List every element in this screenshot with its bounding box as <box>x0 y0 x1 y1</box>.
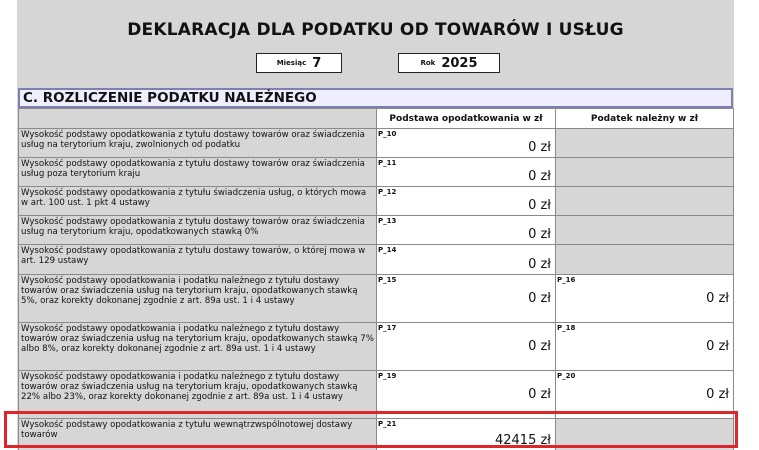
field-code: P_20 <box>557 372 576 380</box>
section-heading: C. ROZLICZENIE PODATKU NALEŻNEGO <box>18 88 733 108</box>
base-field-p12[interactable] <box>376 186 555 215</box>
month-value: 7 <box>312 55 322 71</box>
column-header-tax: Podatek należny w zł <box>555 108 734 128</box>
tax-empty <box>555 186 734 215</box>
field-code: P_18 <box>557 324 576 332</box>
table-row <box>18 128 734 157</box>
field-code: P_21 <box>378 420 397 428</box>
tax-empty <box>555 128 734 157</box>
field-code: P_13 <box>378 217 397 225</box>
header-blank <box>18 108 376 128</box>
field-code: P_15 <box>378 276 397 284</box>
table-header <box>18 108 734 128</box>
row-description: Wysokość podstawy opodatkowania z tytułu świadczenia usług, o których mowa w art. 100 ust. 1 pkt 4 ustawy <box>18 186 376 215</box>
field-code: P_17 <box>378 324 397 332</box>
field-amount: 0 zł <box>706 339 729 354</box>
row-description: Wysokość podstawy opodatkowania z tytułu dostawy towarów, o której mowa w art. 129 ustawy <box>18 244 376 274</box>
row-description: Wysokość podstawy opodatkowania i podatku należnego z tytułu dostawy towarów oraz świadczenia usług na terytorium kraju, opodatkowanych stawką 5%, oraz korekty dokonanej zgodnie z art. 89a ust. 1 i 4 ustawy <box>18 274 376 322</box>
tax-empty <box>555 244 734 274</box>
table-row <box>18 186 734 215</box>
field-amount: 0 zł <box>528 387 551 402</box>
field-amount: 0 zł <box>528 198 551 213</box>
table-row <box>18 215 734 244</box>
field-code: P_14 <box>378 246 397 254</box>
field-amount: 0 zł <box>528 169 551 184</box>
base-field-p17[interactable] <box>376 322 555 370</box>
table-row <box>18 244 734 274</box>
tax-field-p16[interactable] <box>555 274 734 322</box>
column-header-base: Podstawa opodatkowania w zł <box>376 108 555 128</box>
highlight-frame <box>4 411 738 448</box>
table-row <box>18 157 734 186</box>
field-code: P_12 <box>378 188 397 196</box>
base-field-p15[interactable] <box>376 274 555 322</box>
year-label: Rok <box>420 59 436 67</box>
tax-empty <box>555 215 734 244</box>
row-description: Wysokość podstawy opodatkowania i podatku należnego z tytułu dostawy towarów oraz świadczenia usług na terytorium kraju, opodatkowanych stawką 7% albo 8%, oraz korekty dokonanej zgodnie z art. 89a ust. 1 i 4 ustawy <box>18 322 376 370</box>
month-label: Miesiąc <box>276 59 307 67</box>
field-amount: 0 zł <box>528 339 551 354</box>
row-description: Wysokość podstawy opodatkowania z tytułu dostawy towarów oraz świadczenia usług na terytorium kraju, opodatkowanych stawką 0% <box>18 215 376 244</box>
field-amount: 0 zł <box>528 140 551 155</box>
base-field-p14[interactable] <box>376 244 555 274</box>
base-field-p10[interactable] <box>376 128 555 157</box>
field-amount: 0 zł <box>528 227 551 242</box>
year-field[interactable] <box>398 53 500 73</box>
form-title: DEKLARACJA DLA PODATKU OD TOWARÓW I USŁUG <box>127 20 624 40</box>
row-description: Wysokość podstawy opodatkowania z tytułu dostawy towarów oraz świadczenia usług poza terytorium kraju <box>18 157 376 186</box>
row-description: Wysokość podstawy opodatkowania i podatku należnego z tytułu dostawy towarów oraz świadczenia usług na terytorium kraju, opodatkowanych stawką 22% albo 23%, oraz korekty dokonanej zgodnie z art. 89a ust. 1 i 4 ustawy <box>18 370 376 418</box>
field-amount: 42415 zł <box>494 433 551 448</box>
month-field[interactable] <box>256 53 342 73</box>
base-field-p13[interactable] <box>376 215 555 244</box>
field-code: P_10 <box>378 130 397 138</box>
field-code: P_11 <box>378 159 397 167</box>
tax-field-p18[interactable] <box>555 322 734 370</box>
field-amount: 0 zł <box>706 387 729 402</box>
tax-empty <box>555 157 734 186</box>
field-code: P_19 <box>378 372 397 380</box>
year-value: 2025 <box>441 55 478 71</box>
field-amount: 0 zł <box>706 291 729 306</box>
field-code: P_16 <box>557 276 576 284</box>
table-row <box>18 274 734 322</box>
row-description: Wysokość podstawy opodatkowania z tytułu dostawy towarów oraz świadczenia usług na terytorium kraju, zwolnionych od podatku <box>18 128 376 157</box>
table-row <box>18 322 734 370</box>
base-field-p11[interactable] <box>376 157 555 186</box>
row-description: Wysokość podstawy opodatkowania z tytułu wewnątrzwspólnotowej dostawy towarów <box>18 418 376 450</box>
field-amount: 0 zł <box>528 257 551 272</box>
field-amount: 0 zł <box>528 291 551 306</box>
